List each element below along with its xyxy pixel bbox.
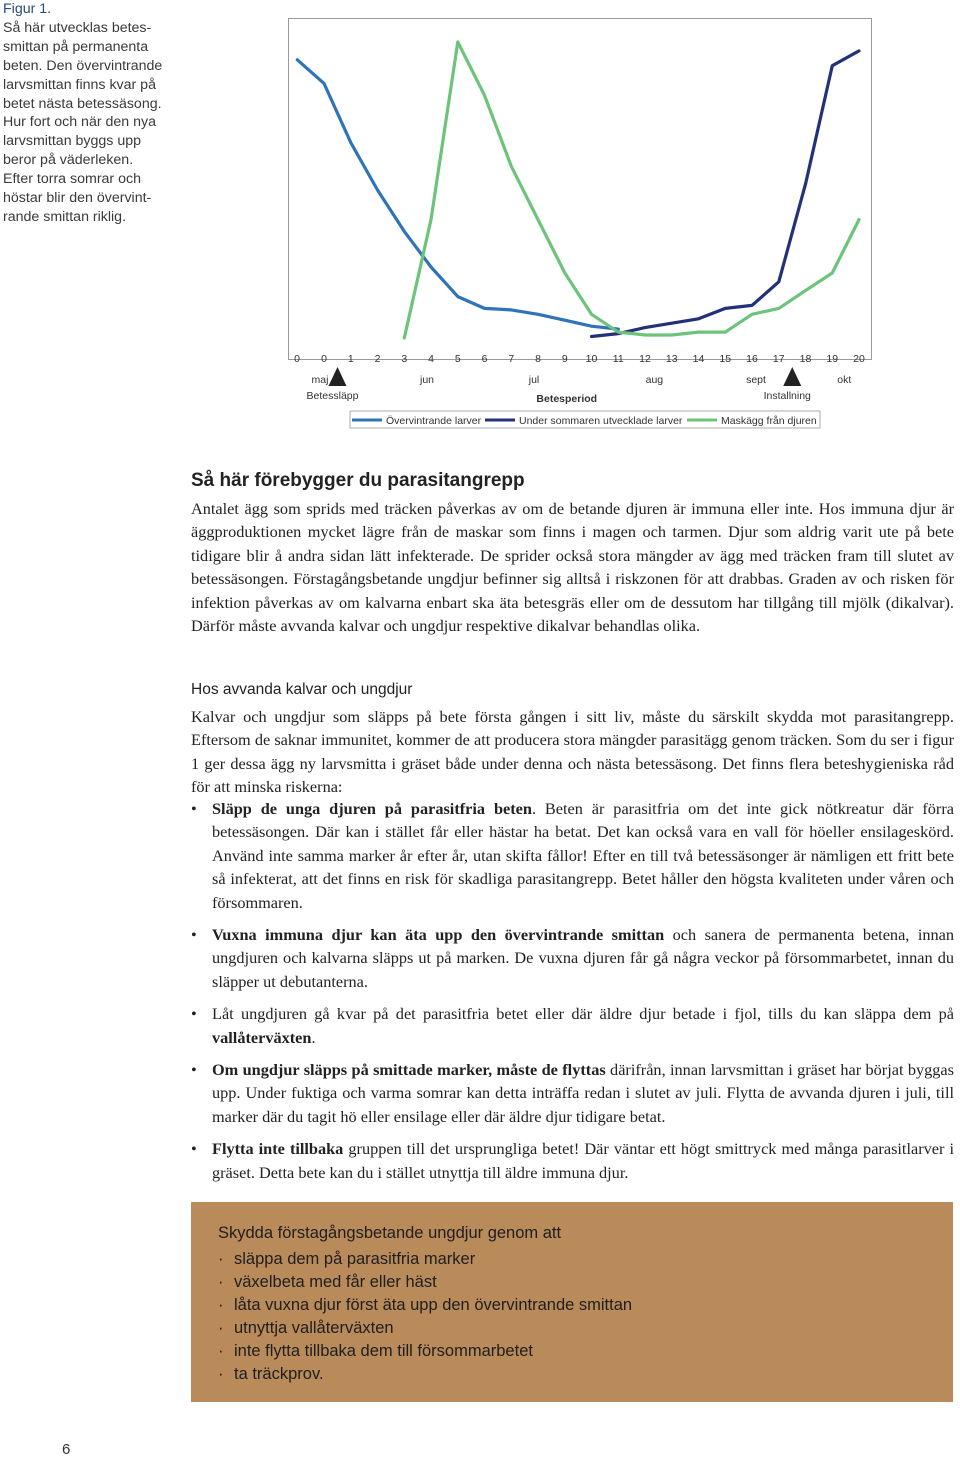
figure-caption-line: smittan på permanenta [3, 38, 149, 55]
list-item-bold: vallåterväxten [212, 1027, 312, 1047]
marker-label: Betessläpp [306, 390, 359, 402]
dot-icon: · [218, 1273, 224, 1291]
series-line [404, 42, 859, 338]
info-box-item-text: utnyttja vallåterväxten [234, 1319, 394, 1337]
info-box-title: Skydda förstagångsbetande ungdjur genom att [218, 1224, 562, 1242]
figure-caption-line: betet nästa betessäsong. [3, 95, 162, 112]
series-line [592, 51, 860, 337]
x-tick-label: 9 [561, 353, 568, 365]
figure-caption-line: rande smittan riklig. [3, 208, 127, 225]
subsection-title: Hos avvanda kalvar och ungdjur [191, 681, 413, 698]
x-tick-label: 19 [826, 353, 839, 365]
list-item-text: därifrån, innan larvsmittan i gräset har börjat byggas upp. Under fuktiga och varma somrar kan detta inträffa redan i slutet av juli. Flytta de avvanda djuren i juli, till marker där du tagit hö eller ensilage eller där äldre djur tidigare betat. [212, 1060, 954, 1126]
list-item-bold: Vuxna immuna djur kan äta upp den övervintrande smittan [212, 925, 665, 945]
x-tick-label: 10 [585, 353, 598, 365]
dot-icon: · [218, 1250, 224, 1268]
x-tick-label: 8 [535, 353, 541, 365]
x-tick-label: 7 [508, 353, 515, 365]
x-tick-label: 0 [321, 353, 327, 365]
legend-label: Under sommaren utvecklade larver [519, 415, 683, 427]
x-tick-label: 0 [294, 353, 300, 365]
x-tick-label: 3 [401, 353, 408, 365]
page-number: 6 [62, 1441, 71, 1458]
dot-icon: · [218, 1296, 224, 1314]
list-item [191, 1002, 954, 1049]
x-tick-label: 2 [374, 353, 381, 365]
figure-caption-line: Så här utvecklas betes- [3, 19, 152, 36]
figure-caption-line: Hur fort och när den nya [3, 114, 156, 131]
x-tick-label: 16 [746, 353, 758, 365]
info-box-item [218, 1317, 632, 1340]
month-label: maj [311, 374, 329, 386]
list-item-bold: Flytta inte tillbaka [212, 1139, 344, 1159]
line-chart [0, 0, 960, 440]
info-box-item [218, 1340, 632, 1363]
info-box [191, 1202, 953, 1402]
month-label: okt [837, 374, 852, 386]
body-paragraph: Antalet ägg som sprids med träcken påverkas av om de betande djuren är immuna eller inte. Hos immuna djur är äggproduktionen mycket lägre från de maskar som finns i magen och tarmen. Djur som aldrig varit ute på bete tidigare blir å andra sidan lätt infekterade. De sprider också stora mängder av ägg med träcken fram till slutet av betessäsongen. Förstagångsbetande ungdjur befinner sig alltså i riskzonen för att drabbas. Graden av och risken för infektion påverkas av om kalvarna enbart ska äta betesgräs eller om de dessutom har tillgång till mjölk (dikalvar). Därför måste avvanda kalvar och ungdjur respektive dikalvar behandlas olika. [191, 499, 954, 636]
figure-caption-line: höstar blir den övervint- [3, 190, 152, 207]
figure-caption-title: Figur 1. [3, 1, 52, 17]
info-box-item-text: inte flytta tillbaka dem till försommarbetet [234, 1342, 533, 1360]
x-tick-label: 15 [719, 353, 732, 365]
list-item-bold: Om ungdjur släpps på smittade marker, måste de flyttas [212, 1060, 606, 1080]
list-item-text: . [311, 1027, 316, 1047]
list-item [191, 1137, 954, 1184]
info-box-item [218, 1271, 632, 1294]
bullet-icon: • [191, 925, 197, 945]
figure-caption-line: larvsmittan finns kvar på [3, 76, 156, 93]
month-label: jun [419, 374, 435, 386]
marker-triangle-icon [329, 367, 347, 386]
advice-list [191, 797, 954, 1193]
list-item-text: gruppen till det ursprungliga betet! Där väntar ett högt smittryck med många parasitlarver i gräset. Detta bete kan du i stället utnyttja till äldre immuna djur. [212, 1139, 954, 1182]
period-label: Betesperiod [536, 393, 598, 405]
dot-icon: · [218, 1319, 224, 1337]
info-box-item [218, 1294, 632, 1317]
list-item-text: Låt ungdjuren gå kvar på det parasitfria betet eller där äldre djur betade i fjol, tills du kan släppa dem på [212, 1004, 954, 1024]
list-item-text: . Beten är parasitfria om det inte gick nötkreatur där förra betessäsongen. Där kan i stället får eller hästar ha betat. Det kan också vara en vall för höeller ensilageskörd. Använd inte samma marker år efter år, utan skifta fållor! Efter en till två betessäsonger är nämligen ett fritt bete så infekterat, att det finns en risk för skadliga parasitangrepp. Betet håller den högsta kvaliteten under våren och försommaren. [212, 799, 954, 912]
info-box-item-text: släppa dem på parasitfria marker [234, 1250, 476, 1268]
x-tick-label: 11 [612, 353, 624, 365]
marker-triangle-icon [783, 367, 801, 386]
x-tick-label: 4 [428, 353, 434, 365]
figure-caption-line: Efter torra somrar och [3, 171, 141, 188]
section-title: Så här förebygger du parasitangrepp [191, 470, 525, 491]
x-tick-label: 13 [665, 353, 678, 365]
legend-label: Övervintrande larver [386, 415, 482, 427]
bullet-icon: • [191, 799, 197, 818]
list-item [191, 1058, 954, 1128]
info-box-list [218, 1248, 632, 1386]
x-tick-label: 18 [799, 353, 812, 365]
body-paragraph: Kalvar och ungdjur som släpps på bete första gången i sitt liv, måste du särskilt skydda mot parasitangrepp. Eftersom de saknar immunitet, kommer de att producera stora mängder parasitägg genom träcken. Som du ser i figur 1 ger dessa ägg ny larvsmitta i gräset både under denna och nästa betessäsong. Det finns flera beteshygieniska råd för att minska riskerna: [191, 707, 954, 797]
dot-icon: · [218, 1365, 224, 1383]
marker-label: Installning [763, 390, 811, 402]
month-label: sept [746, 374, 766, 386]
info-box-item [218, 1248, 632, 1271]
month-label: jul [528, 374, 540, 386]
figure-caption-line: beten. Den övervintrande [3, 57, 163, 74]
list-item-text: och sanera de permanenta betena, innan ungdjuren och kalvarna släpps ut på marken. De vuxna djuren får gå några veckor på försommarbetet, innan du släpper ut debutanterna. [212, 925, 954, 991]
x-tick-label: 1 [347, 353, 354, 365]
month-label: aug [645, 374, 664, 386]
figure-caption-line: beror på väderleken. [3, 152, 134, 169]
x-tick-label: 12 [639, 353, 651, 365]
bullet-icon: • [191, 1004, 197, 1024]
series-line [297, 60, 618, 329]
list-item-bold: Släpp de unga djuren på parasitfria beten [212, 799, 532, 818]
info-box-item-text: ta träckprov. [234, 1365, 324, 1383]
bullet-icon: • [191, 1060, 197, 1080]
figure-caption-line: larvsmittan byggs upp [3, 133, 142, 150]
legend-label: Maskägg från djuren [721, 415, 817, 427]
list-item [191, 923, 954, 993]
info-box-item [218, 1363, 632, 1386]
x-tick-label: 20 [853, 353, 865, 365]
info-box-item-text: låta vuxna djur först äta upp den övervintrande smittan [234, 1296, 633, 1314]
info-box-item-text: växelbeta med får eller häst [234, 1273, 437, 1291]
x-tick-label: 5 [454, 353, 461, 365]
x-tick-label: 14 [692, 353, 705, 365]
list-item [191, 797, 954, 914]
x-tick-label: 17 [772, 353, 785, 365]
dot-icon: · [218, 1342, 224, 1360]
x-tick-label: 6 [481, 353, 488, 365]
bullet-icon: • [191, 1139, 197, 1159]
